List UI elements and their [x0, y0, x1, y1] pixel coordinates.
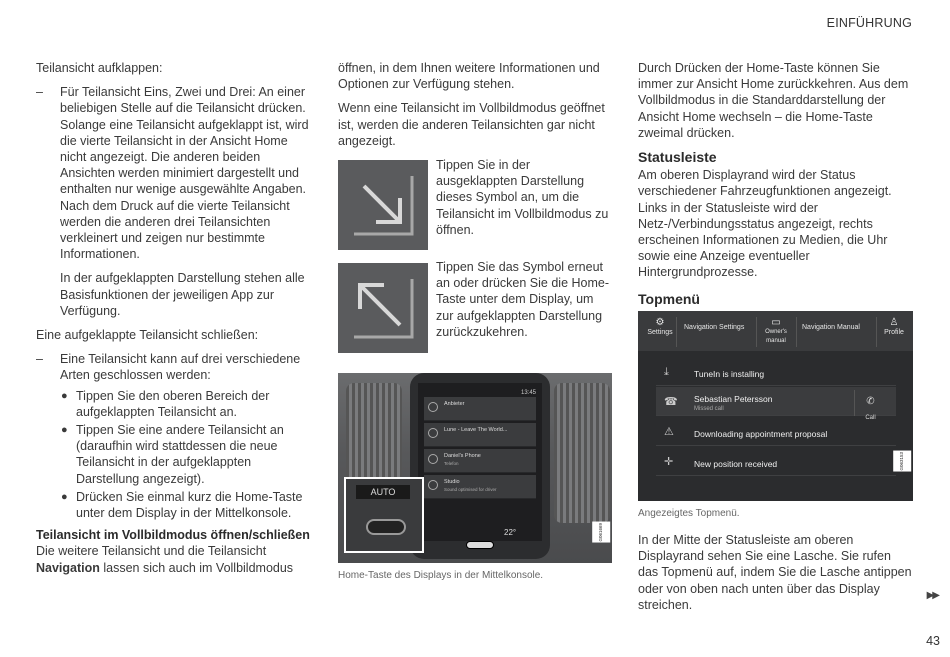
paragraph [36, 543, 312, 575]
topmenu-screenshot [638, 311, 913, 501]
figure-caption: Home-Taste des Displays in der Mittelkonsole. [338, 570, 544, 582]
bullet-text: Drücken Sie einmal kurz die Home-Taste unter dem Display in der Mittelkonsole. [76, 489, 303, 521]
notification-label: New position received [694, 458, 778, 469]
notification-row [656, 357, 896, 386]
notification-label: Sebastian Petersson [694, 393, 773, 404]
center-console-photo [338, 373, 612, 563]
display-row-sub: Sound optimised for driver [444, 487, 497, 493]
display-row-title: Lune - Leave The World... [444, 427, 508, 434]
paragraph: Eine aufgeklappte Teilansicht schließen: [36, 328, 259, 343]
paragraph: Durch Drücken der Home-Taste können Sie immer zur Ansicht Home zurückkehren. Aus dem Vollbildmodus in die Standarddarstellung der Ansicht Home wechseln – die Home-Taste zweimal drücken. [638, 61, 909, 140]
settings-tile [646, 317, 674, 337]
icon-row-collapse [338, 259, 612, 355]
keyword-navigation: Navigation [36, 560, 100, 575]
air-vent-right [554, 383, 610, 523]
phone-icon: ✆ [866, 395, 875, 407]
notification-label: TuneIn is installing [694, 368, 765, 379]
image-code: G063153 [893, 451, 911, 472]
bullet-item [36, 489, 312, 521]
display-row [424, 475, 536, 499]
navigation-settings-tile: Navigation Settings [684, 323, 745, 331]
icon-description: Tippen Sie in der ausgeklappten Darstellung dieses Symbol an, um die Teilansicht im Vollbildmodus zu öffnen. [436, 158, 609, 237]
divider [676, 317, 677, 347]
bullet-dot: ● [61, 424, 68, 437]
image-code: G061669 [592, 522, 610, 543]
indented-paragraph: In der aufgeklappten Darstellung stehen alle Basisfunktionen der jeweiligen App zur Verfügung. [60, 271, 305, 318]
notification-row [656, 447, 896, 476]
column-1 [36, 60, 312, 584]
profile-icon: ♙ [889, 316, 899, 328]
divider [796, 317, 797, 347]
tile-label: Owner's manual [765, 328, 787, 344]
studio-icon [428, 480, 438, 490]
phone-icon [428, 454, 438, 464]
section-label: EINFÜHRUNG [826, 16, 912, 30]
bullet-dot: ● [61, 389, 68, 402]
dash-item-text: Eine Teilansicht kann auf drei verschiedene Arten geschlossen werden: [60, 352, 301, 383]
notification-label: Downloading appointment proposal [694, 428, 828, 439]
profile-tile [880, 317, 908, 337]
divider [756, 317, 757, 347]
bluetooth-icon [428, 428, 438, 438]
call-label: Call [865, 415, 876, 422]
dash-list-item [36, 351, 312, 383]
notification-row [656, 387, 896, 422]
display-clock: 13:45 [520, 390, 536, 397]
heading-topmenu: Topmenü [638, 290, 700, 307]
column-2 [338, 60, 612, 596]
home-button-zoomed [366, 519, 406, 535]
notification-sub: Missed call [694, 405, 724, 412]
call-button [854, 390, 886, 422]
icon-row-fullscreen [338, 157, 612, 253]
dash-marker: – [36, 85, 43, 100]
climate-bar [424, 521, 536, 539]
navigation-icon [428, 402, 438, 412]
icon-description: Tippen Sie das Symbol erneut an oder drücken Sie die Home-Taste unter dem Display, um zur aufgeklappten Darstellung zurückzukehren. [436, 260, 610, 339]
tile-label: Settings [647, 328, 673, 336]
tile-label: Profile [884, 328, 904, 336]
calendar-warning-icon: ⚠ [664, 425, 674, 438]
gear-icon: ⚙ [655, 316, 665, 328]
text-run: Die weitere Teilansicht und die Teilansicht [36, 544, 267, 559]
position-icon: ✛ [664, 455, 674, 468]
bullet-item [36, 388, 312, 420]
topmenu-top-bar [638, 311, 913, 351]
paragraph: Am oberen Displayrand wird der Status verschiedener Fahrzeugfunktionen angezeigt. Links in der Statusleiste wird der Netz-/Verbindungsstatus angezeigt, rechts erscheinen Informationen zu Medien, die Uhr sowie eine Anzeige eventueller Hintergrundprozesse. [638, 168, 892, 280]
missed-call-icon: ☎ [664, 395, 678, 408]
bullet-item [36, 422, 312, 487]
zoom-inset [344, 477, 424, 553]
divider [876, 317, 877, 347]
book-icon: ▭ [771, 316, 781, 328]
auto-button-label: AUTO [356, 485, 410, 499]
column-3 [638, 60, 914, 621]
display-row-title: Anbieter [444, 401, 465, 408]
owners-manual-tile [760, 317, 792, 346]
home-button [466, 541, 494, 549]
paragraph: öffnen, in dem Ihnen weitere Informationen und Optionen zur Verfügung stehen. [338, 61, 600, 92]
display-row [424, 397, 536, 421]
dash-marker: – [36, 352, 43, 367]
heading-statusleiste: Statusleiste [638, 149, 717, 166]
dash-item-text: Für Teilansicht Eins, Zwei und Drei: An einer beliebigen Stelle auf die Teilansicht drücken. Solange eine Teilansicht aufgeklappt ist, wird die vierte Teilansicht in der Ansicht Home nicht angezeigt. Die anderen beiden Ansichten werden minimiert dargestellt und enthalten nur wenige ausgewählte Angaben. Nach dem Druck auf die vierte Teilansicht werden die anderen drei Teilansichten verkleinert und zeigen nur bestimmte Informationen. [60, 85, 309, 262]
paragraph: Teilansicht aufklappen: [36, 61, 163, 75]
display-row-title: Daniel's Phone [444, 453, 481, 460]
text-run: lassen sich auch im Vollbildmodus [99, 560, 294, 575]
display-row-sub: Telefon [444, 461, 459, 467]
bullet-text: Tippen Sie eine andere Teilansicht an (daraufhin wird stattdessen die neue Teilansicht in der aufgeklappten Darstellung angezeigt). [76, 423, 284, 486]
bullet-text: Tippen Sie den oberen Bereich der aufgeklappten Teilansicht an. [76, 388, 270, 419]
download-icon: ⤓ [664, 365, 669, 378]
dash-list-item [36, 84, 312, 262]
paragraph: In der Mitte der Statusleiste am oberen Displayrand sehen Sie eine Lasche. Sie rufen das Topmenü auf, indem Sie die Lasche antippen oder von oben nach unten über das Display streichen. [638, 533, 912, 612]
display-row-title: Studio [444, 479, 460, 486]
bullet-dot: ● [61, 490, 68, 503]
page-number: 43 [926, 634, 940, 648]
expand-arrow-icon [338, 160, 428, 250]
notification-row [656, 417, 896, 446]
figure-caption: Angezeigtes Topmenü. [638, 507, 740, 519]
paragraph: Wenn eine Teilansicht im Vollbildmodus geöffnet ist, werden die anderen Teilansichten gar nicht angezeigt. [338, 101, 605, 148]
navigation-manual-tile: Navigation Manual [802, 323, 860, 331]
center-display [418, 383, 542, 541]
next-page-arrows: ▶▶ [926, 590, 938, 601]
temperature: 22° [504, 528, 517, 538]
collapse-arrow-icon [338, 263, 428, 353]
subheading: Teilansicht im Vollbildmodus öffnen/schließen [36, 528, 310, 543]
display-row [424, 423, 536, 447]
display-row [424, 449, 536, 473]
